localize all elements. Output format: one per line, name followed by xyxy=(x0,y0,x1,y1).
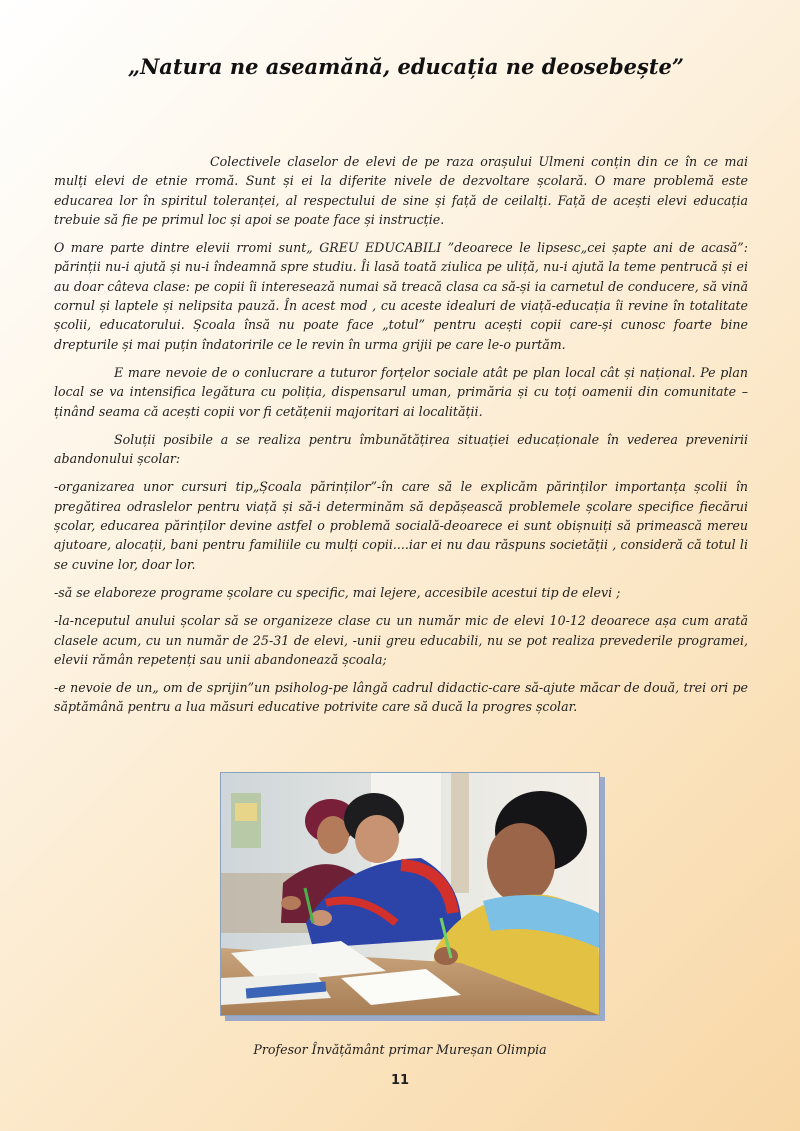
page-title: „Natura ne aseamănă, educația ne deosebește” xyxy=(128,54,684,79)
classroom-photo xyxy=(220,772,600,1016)
page-number: 11 xyxy=(390,1073,410,1088)
photo-caption: Profesor Învățământ primar Mureșan Olimpia xyxy=(253,1042,547,1057)
paragraph-clase: -la-nceputul anului școlar să se organizeze clase cu un număr mic de elevi 10-12 deoarece așa cum arată clasele acum, cu un număr de 25-31 de elevi, -unii greu educabili, nu se pot realiza prevederile programei, elevii rămân repetenți sau unii abandonează școala; xyxy=(54,613,748,667)
paragraph-om-de-sprijin: -e nevoie de un„ om de sprijin”un psiholog-pe lângă cadrul didactic-care să-ajute măcar de două, trei ori pe săptămână pentru a lua măsuri educative potrivite care să ducă la progres școlar. xyxy=(54,680,748,715)
paragraph-greu-educabili: O mare parte dintre elevii rromi sunt„ GREU EDUCABILI ”deoarece le lipsesc„cei șapte ani de acasă”: părinții nu-i ajută și nu-i îndeamnă spre studiu. Îi lasă toată ziulica pe uliță, nu-i ajută la teme pentrucă și ei au doar câteva clase: pe copii îi interesează numai să treacă clasa ca să-și ia carnetul de conducere, să vină cornul și laptele și nelipsita pauză. În acest mod , cu aceste idealuri de viață-educația îi revine în totalitate școlii, educatorului. Școala însă nu poate face „totul” pentru acești copii care-și cunosc foarte bine drepturile și mai puțin îndatoririle ce le revin în urma grijii pe care le-o purtăm. xyxy=(54,240,748,352)
paragraph-solutii: Soluții posibile a se realiza pentru îmbunătățirea situației educaționale în vederea prevenirii abandonului școlar: xyxy=(54,431,748,467)
article-body xyxy=(54,152,748,726)
classroom-photo-illustration xyxy=(221,773,599,1015)
paragraph-scoala-parintilor: -organizarea unor cursuri tip„Școala părinților”-în care să le explicăm părinților importanța școlii în pregătirea odraslelor pentru viață și să-i determinăm să depășească problemele școlare specifice fiecărui școlar, educarea părinților devine astfel o problemă socială-deoarece ei sunt obișnuiți să primească mereu ajutoare, alocații, bani pentru familiile cu mulți copii....iar ei nu dau răspuns societății , consideră că totul li se cuvine lor, doar lor. xyxy=(54,479,748,572)
paragraph-conlucrare: E mare nevoie de o conlucrare a tuturor forțelor sociale atât pe plan local cât și național. Pe plan local se va intensifica legătura cu poliția, dispensarul uman, primăria și cu toți oamenii din comunitate – ținând seama că acești copii vor fi cetățenii majoritari ai localității. xyxy=(54,364,748,419)
paragraph-programe: -să se elaboreze programe școlare cu specific, mai lejere, accesibile acestui tip de elevi ; xyxy=(54,584,621,600)
paragraph-intro: Colectivele claselor de elevi de pe raza orașului Ulmeni conțin din ce în ce mai mulți elevi de etnie rromă. Sunt și ei la diferite nivele de dezvoltare școlară. O mare problemă este educarea lor în spiritul toleranței, al respectului de sine și față de ceilalți. Față de acești elevi educația trebuie să fie pe primul loc și apoi se poate face și instrucție. xyxy=(54,154,748,227)
